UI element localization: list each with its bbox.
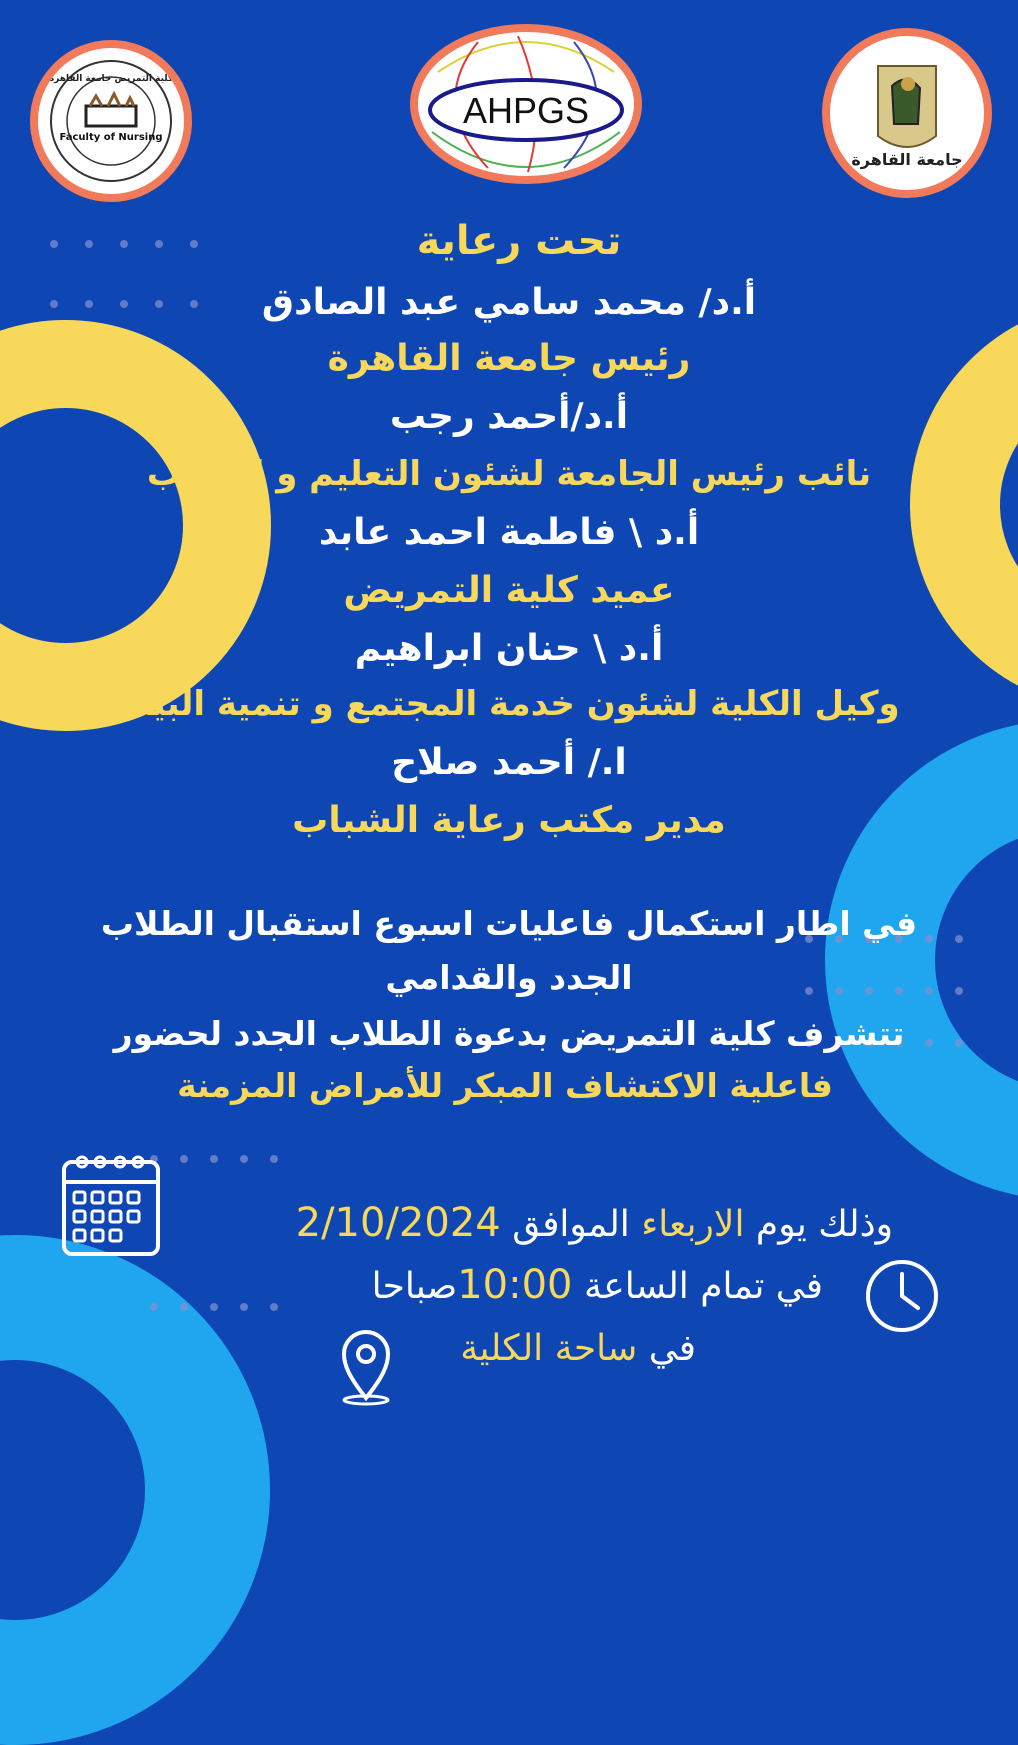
patron-title-4: وكيل الكلية لشئون خدمة المجتمع و تنمية البيئة [118,684,900,724]
event-place: ساحة الكلية [460,1328,638,1369]
event-date-line [296,1200,893,1246]
location-pin-icon [336,1326,396,1406]
patron-title-3: عميد كلية التمريض [343,570,675,611]
faculty-of-nursing-logo [30,40,192,202]
patronage-heading: تحت رعاية [416,218,622,264]
time-suffix: صباحا [371,1266,458,1307]
patron-title-5: مدير مكتب رعاية الشباب [292,800,726,841]
logo-ring-text: كلية التمريض جامعة القاهرة [48,74,174,84]
invitation-line-2: الجدد والقدامي [385,958,633,997]
patron-name-4: أ.د \ حنان ابراهيم [354,628,664,669]
invitation-line-4: فاعلية الاكتشاف المبكر للأمراض المزمنة [177,1066,833,1105]
cairo-university-logo [822,28,992,198]
date-mid: الموافق [512,1204,630,1245]
ahpgs-label: AHPGS [462,90,590,131]
calendar-icon [60,1150,162,1258]
invitation-line-1: في اطار استكمال فاعليات اسبوع استقبال الطلاب [100,904,918,943]
blue-ring-bottom-left [0,1235,270,1745]
event-time: 10:00 [457,1262,573,1308]
event-time-line [372,1262,823,1308]
patron-title-1: رئيس جامعة القاهرة [327,338,691,379]
event-place-line [460,1328,696,1369]
patron-name-3: أ.د \ فاطمة احمد عابد [318,512,700,553]
event-date: 2/10/2024 [295,1200,501,1246]
clock-icon [862,1256,942,1336]
patron-name-5: ا./ أحمد صلاح [391,742,627,783]
dot-pattern-bottom-left [150,1155,278,1311]
place-prefix: في [648,1328,696,1369]
patron-name-1: أ.د/ محمد سامي عبد الصادق [261,282,757,323]
time-prefix: في تمام الساعة [583,1266,823,1307]
patron-title-2: نائب رئيس الجامعة لشئون التعليم و الطلاب [146,454,872,494]
cairo-university-label: جامعة القاهرة [851,150,963,169]
nursing-emblem-icon [38,48,184,194]
invitation-line-3: تتشرف كلية التمريض بدعوة الطلاب الجدد لحضور [113,1014,905,1053]
event-day: الاربعاء [641,1204,745,1245]
ahpgs-logo [410,24,642,184]
date-prefix: وذلك يوم [755,1204,893,1245]
patron-name-2: أ.د/أحمد رجب [389,396,629,437]
faculty-of-nursing-label: Faculty of Nursing [59,132,163,143]
